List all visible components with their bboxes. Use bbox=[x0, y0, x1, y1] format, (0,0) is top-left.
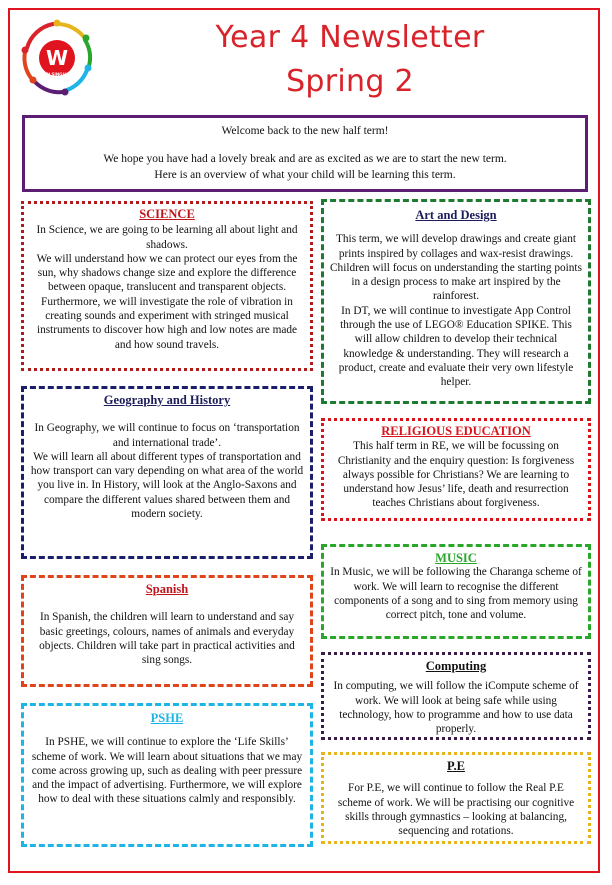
pshe-text: In PSHE, we will continue to explore the ‘Life Skills’ scheme of work. We will learn about situations that we may come across growing up, such as dealing with peer pressure and the impact of advertising. Furthermore, we will explore how to deal with these situations calmly and responsibly. bbox=[31, 736, 303, 806]
music-text: In Music, we will be following the Charanga scheme of work. We will learn to recognise the different components of a song and to sing from memory using correct pitch, tone and volume. bbox=[330, 566, 582, 622]
spanish-section bbox=[21, 575, 313, 687]
religious-education-heading: RELIGIOUS EDUCATION bbox=[381, 424, 531, 438]
welcome-text-line: We hope you have had a lovely break and are as excited as we are to start the new term. bbox=[103, 153, 507, 165]
science-heading: SCIENCE bbox=[139, 207, 195, 221]
art-design-section bbox=[321, 199, 591, 404]
religious-education-text: This half term in RE, we will be focussing on Christianity and the enquiry question: Is forgiveness always possible for Christians? We are learning to understand how Jesus’ life, death and resurrection teaches Christians about forgiveness. bbox=[337, 440, 575, 510]
science-text: In Science, we are going to be learning all about light and shadows. We will understand how we can protect our eyes from the sun, why shadows change size and explore the difference between opaque, translucent and transparent objects. Furthermore, we will investigate the role of vibration in creating sounds and experiment with stringed musical instruments to discover how high and low notes are made and how sound travels. bbox=[36, 224, 298, 351]
svg-text:WOLSINGHAM: WOLSINGHAM bbox=[41, 72, 73, 77]
religious-education-section bbox=[321, 418, 591, 521]
music-section bbox=[321, 544, 591, 639]
newsletter-subtitle: Spring 2 bbox=[286, 64, 414, 99]
geography-history-section bbox=[21, 386, 313, 559]
pshe-section bbox=[21, 703, 313, 847]
welcome-box bbox=[22, 115, 588, 192]
pshe-heading: PSHE bbox=[150, 711, 184, 725]
computing-section bbox=[321, 652, 591, 740]
science-section bbox=[21, 201, 313, 371]
pe-heading: P.E bbox=[447, 759, 465, 773]
newsletter-title: Year 4 Newsletter bbox=[215, 20, 485, 55]
school-logo bbox=[17, 18, 97, 98]
spanish-heading: Spanish bbox=[145, 582, 189, 596]
welcome-heading: Welcome back to the new half term! bbox=[221, 125, 389, 137]
computing-text: In computing, we will follow the iCompute scheme of work. We will look at being safe while using technology, how to programme and how to use data properly. bbox=[333, 680, 579, 736]
art-design-heading: Art and Design bbox=[415, 208, 497, 222]
music-heading: MUSIC bbox=[435, 551, 477, 565]
pe-section bbox=[321, 752, 591, 844]
art-design-text: This term, we will develop drawings and create giant prints inspired by collages and wax-resist drawings. Children will focus on understanding the starting points in a design process to make art inspired by the rainforest. In DT, we will continue to investigate App Control through the use of LEGO® Education SPIKE. This will allow children to develop their technical knowledge & understanding. They will research a product, create and evaluate their very own lifestyle helper. bbox=[330, 233, 582, 389]
welcome-text-line: Here is an overview of what your child will be learning this term. bbox=[154, 169, 456, 181]
spanish-text: In Spanish, the children will learn to understand and say basic greetings, colours, names of animals and everyday objects. Children will take part in practical activities and sing songs. bbox=[39, 611, 295, 667]
pe-text: For P.E, we will continue to follow the Real P.E scheme of work. We will be practising our cognitive skills through gymnastics – looking at balancing, sequencing and rotations. bbox=[337, 782, 575, 838]
svg-text:W: W bbox=[45, 46, 69, 70]
geography-history-heading: Geography and History bbox=[103, 393, 231, 407]
geography-history-text: In Geography, we will continue to focus on ‘transportation and international trade’. We will learn all about different types of transportation and how transport can vary depending on what area of the world you live in. In History, will look at the Anglo-Saxons and compare the different values shared between them and modern society. bbox=[30, 422, 304, 521]
computing-heading: Computing bbox=[425, 659, 487, 673]
